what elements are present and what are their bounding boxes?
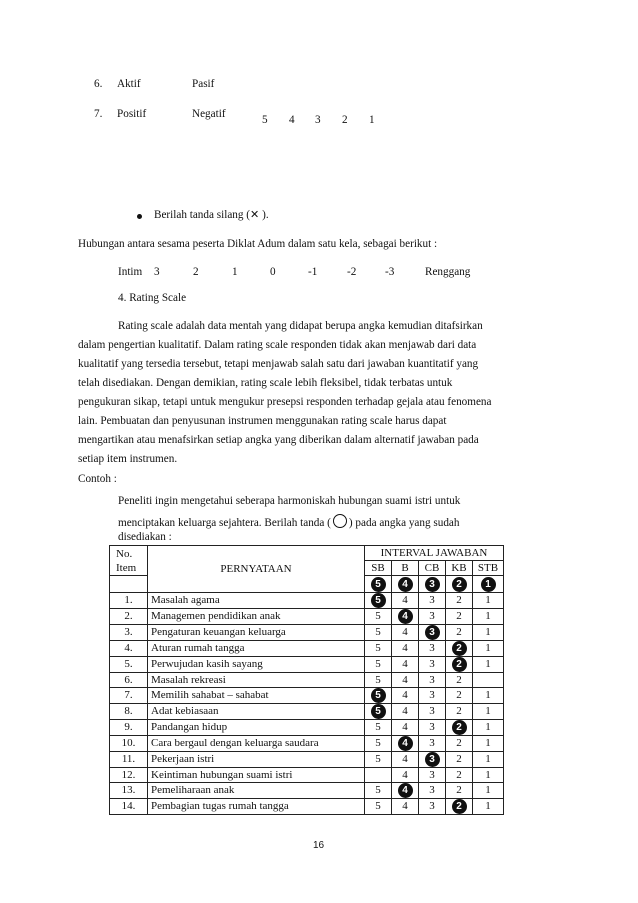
intim-value: -2	[347, 266, 357, 278]
rating-cell: 5	[365, 609, 392, 625]
statement-header: PERNYATAAN	[148, 546, 365, 593]
circled-number-icon: 3	[425, 577, 440, 592]
pair-7-right: Negatif	[192, 108, 226, 120]
col-label: KB	[446, 561, 473, 576]
row-number: 11.	[110, 752, 148, 768]
row-statement: Pengaturan keuangan keluarga	[148, 625, 365, 641]
circled-answer-icon: 5	[371, 688, 386, 703]
rating-cell: 3	[419, 736, 446, 752]
col-circle-cell	[473, 576, 504, 593]
row-statement: Pembagian tugas rumah tangga	[148, 799, 365, 815]
circle-mark-icon	[333, 514, 347, 528]
circled-answer-icon: 3	[425, 625, 440, 640]
rating-cell: 4	[392, 752, 419, 768]
rating-cell	[365, 593, 392, 609]
rating-cell: 1	[473, 609, 504, 625]
rating-cell	[473, 673, 504, 688]
row-number: 14.	[110, 799, 148, 815]
row-number: 3.	[110, 625, 148, 641]
scale-number: 5	[262, 114, 268, 126]
rating-cell	[365, 768, 392, 783]
rating-cell: 5	[365, 736, 392, 752]
table-row	[110, 799, 504, 815]
rating-cell: 2	[446, 783, 473, 799]
rating-cell: 3	[419, 641, 446, 657]
rating-cell: 3	[419, 593, 446, 609]
circled-number-icon: 2	[452, 577, 467, 592]
col-label: SB	[365, 561, 392, 576]
circled-answer-icon: 5	[371, 593, 386, 608]
pair-6-number: 6.	[94, 78, 103, 90]
rating-cell: 5	[365, 657, 392, 673]
rating-cell: 2	[446, 609, 473, 625]
row-statement: Pandangan hidup	[148, 720, 365, 736]
table-row	[110, 688, 504, 704]
rating-cell: 4	[392, 799, 419, 815]
col-circle-cell	[365, 576, 392, 593]
pair-6-right: Pasif	[192, 78, 215, 90]
rating-cell: 2	[446, 688, 473, 704]
row-number: 7.	[110, 688, 148, 704]
circled-number-icon: 1	[481, 577, 496, 592]
row-number: 1.	[110, 593, 148, 609]
circled-number-icon: 5	[371, 577, 386, 592]
rating-cell: 1	[473, 641, 504, 657]
paragraph-line: mengartikan atau menafsirkan setiap angka yang diberikan dalam alternatif jawaban pada	[78, 434, 479, 446]
interval-header: INTERVAL JAWABAN	[365, 546, 504, 561]
col-circle-cell	[392, 576, 419, 593]
row-statement: Adat kebiasaan	[148, 704, 365, 720]
intim-value: 2	[193, 266, 199, 278]
paragraph-line: Rating scale adalah data mentah yang didapat berupa angka kemudian ditafsirkan	[118, 320, 483, 332]
rating-cell: 4	[392, 657, 419, 673]
rating-cell: 1	[473, 799, 504, 815]
contoh-label: Contoh :	[78, 473, 117, 485]
rating-cell	[419, 625, 446, 641]
instruction-part: menciptakan keluarga sejahtera. Berilah tanda (	[118, 517, 331, 529]
instruction-part: ) pada angka yang sudah	[348, 517, 460, 529]
rating-cell: 1	[473, 704, 504, 720]
col-circle-cell	[446, 576, 473, 593]
rating-cell: 4	[392, 720, 419, 736]
rating-cell: 2	[446, 752, 473, 768]
no-item-header	[110, 546, 148, 576]
rating-cell: 3	[419, 783, 446, 799]
rating-cell: 3	[419, 688, 446, 704]
paragraph-line: pengukuran sikap, tetapi untuk mengukur presepsi responden terhadap gejala atau fenomena	[78, 396, 492, 408]
rating-cell	[392, 783, 419, 799]
rating-cell: 1	[473, 768, 504, 783]
col-label: STB	[473, 561, 504, 576]
rating-cell: 5	[365, 752, 392, 768]
row-statement: Memilih sahabat – sahabat	[148, 688, 365, 704]
row-number: 13.	[110, 783, 148, 799]
row-number: 10.	[110, 736, 148, 752]
rating-cell: 4	[392, 688, 419, 704]
rating-cell: 5	[365, 783, 392, 799]
col-label: CB	[419, 561, 446, 576]
rating-cell: 5	[365, 625, 392, 641]
rating-cell: 2	[446, 593, 473, 609]
circled-answer-icon: 2	[452, 799, 467, 814]
rating-cell: 2	[446, 768, 473, 783]
row-statement: Aturan rumah tangga	[148, 641, 365, 657]
item-header: Item	[116, 561, 137, 574]
circled-answer-icon: 2	[452, 657, 467, 672]
pair-7-left: Positif	[117, 108, 147, 120]
row-number: 12.	[110, 768, 148, 783]
rating-cell: 1	[473, 720, 504, 736]
intim-value: -1	[308, 266, 318, 278]
rating-cell: 3	[419, 673, 446, 688]
paragraph-line: dalam pengertian kualitatif. Dalam rating scale responden tidak akan menjawab dari data	[78, 339, 477, 351]
rating-cell: 2	[446, 704, 473, 720]
paragraph-line: telah disediakan. Dengan demikian, rating scale lebih fleksibel, tidak terbatas untuk	[78, 377, 453, 389]
col-circle-cell	[419, 576, 446, 593]
rating-cell	[446, 720, 473, 736]
intim-value: -3	[385, 266, 395, 278]
table-row	[110, 752, 504, 768]
circled-answer-icon: 2	[452, 720, 467, 735]
blank-cell	[110, 576, 148, 593]
rating-cell: 1	[473, 783, 504, 799]
table-row	[110, 704, 504, 720]
instruction-line	[118, 514, 459, 529]
circled-answer-icon: 4	[398, 783, 413, 798]
table-row	[110, 641, 504, 657]
row-statement: Masalah agama	[148, 593, 365, 609]
intim-value: 0	[270, 266, 276, 278]
col-label: B	[392, 561, 419, 576]
rating-cell: 4	[392, 593, 419, 609]
rating-cell	[365, 704, 392, 720]
rating-cell: 1	[473, 688, 504, 704]
rating-cell: 4	[392, 625, 419, 641]
bullet-icon	[137, 212, 142, 224]
row-number: 4.	[110, 641, 148, 657]
rating-cell: 5	[365, 641, 392, 657]
table-row	[110, 657, 504, 673]
intim-value: 3	[154, 266, 160, 278]
rating-cell	[446, 657, 473, 673]
rating-cell	[446, 799, 473, 815]
row-statement: Perwujudan kasih sayang	[148, 657, 365, 673]
paragraph-line: setiap item instrumen.	[78, 453, 178, 465]
paragraph-line: lain. Pembuatan dan penyusunan instrumen menggunakan rating scale harus dapat	[78, 415, 447, 427]
rating-cell: 5	[365, 799, 392, 815]
page-number: 16	[313, 840, 325, 851]
rating-cell: 4	[392, 673, 419, 688]
rating-cell: 4	[392, 768, 419, 783]
rating-cell: 1	[473, 625, 504, 641]
row-statement: Managemen pendidikan anak	[148, 609, 365, 625]
rating-cell: 3	[419, 657, 446, 673]
table-row	[110, 593, 504, 609]
intim-value: 1	[232, 266, 238, 278]
circled-answer-icon: 4	[398, 609, 413, 624]
circled-answer-icon: 5	[371, 704, 386, 719]
instruction-line: disediakan :	[118, 531, 172, 543]
table-row	[110, 609, 504, 625]
section-heading: 4. Rating Scale	[118, 292, 187, 304]
scale-number: 1	[369, 114, 375, 126]
rating-cell: 3	[419, 799, 446, 815]
rating-cell: 1	[473, 752, 504, 768]
row-number: 8.	[110, 704, 148, 720]
rating-cell	[365, 688, 392, 704]
row-number: 6.	[110, 673, 148, 688]
paragraph-line: kualitatif yang tersedia tersebut, tetapi menjawab salah satu dari jawaban kuantitatif yang	[78, 358, 479, 370]
intim-label: Intim	[118, 266, 143, 278]
rating-cell: 2	[446, 736, 473, 752]
rating-cell: 1	[473, 657, 504, 673]
table-row	[110, 768, 504, 783]
rating-table	[109, 545, 504, 815]
bullet-instruction: Berilah tanda silang (✕ ).	[154, 209, 269, 221]
row-number: 2.	[110, 609, 148, 625]
renggang-label: Renggang	[425, 266, 471, 278]
rating-cell: 3	[419, 609, 446, 625]
rating-cell: 3	[419, 720, 446, 736]
rating-cell: 2	[446, 625, 473, 641]
scale-number: 3	[315, 114, 321, 126]
rating-cell	[446, 641, 473, 657]
rating-cell: 5	[365, 720, 392, 736]
rating-cell: 4	[392, 641, 419, 657]
row-number: 9.	[110, 720, 148, 736]
table-row	[110, 720, 504, 736]
hubungan-line: Hubungan antara sesama peserta Diklat Adum dalam satu kela, sebagai berikut :	[78, 238, 438, 250]
table-row	[110, 673, 504, 688]
rating-cell	[392, 609, 419, 625]
row-statement: Pekerjaan istri	[148, 752, 365, 768]
rating-cell: 5	[365, 673, 392, 688]
circled-answer-icon: 2	[452, 641, 467, 656]
no-header: No.	[116, 547, 133, 560]
scale-number: 4	[289, 114, 295, 126]
row-statement: Cara bergaul dengan keluarga saudara	[148, 736, 365, 752]
row-statement: Pemeliharaan anak	[148, 783, 365, 799]
rating-cell: 3	[419, 768, 446, 783]
circled-number-icon: 4	[398, 577, 413, 592]
table-row	[110, 783, 504, 799]
table-row	[110, 736, 504, 752]
scale-number: 2	[342, 114, 348, 126]
rating-cell: 4	[392, 704, 419, 720]
rating-cell: 3	[419, 704, 446, 720]
rating-cell	[392, 736, 419, 752]
row-statement: Masalah rekreasi	[148, 673, 365, 688]
circled-answer-icon: 3	[425, 752, 440, 767]
rating-cell	[419, 752, 446, 768]
rating-cell: 2	[446, 673, 473, 688]
pair-7-number: 7.	[94, 108, 103, 120]
circled-answer-icon: 4	[398, 736, 413, 751]
instruction-line: Peneliti ingin mengetahui seberapa harmoniskah hubungan suami istri untuk	[118, 495, 461, 507]
table-row	[110, 625, 504, 641]
row-number: 5.	[110, 657, 148, 673]
row-statement: Keintiman hubungan suami istri	[148, 768, 365, 783]
rating-cell: 1	[473, 593, 504, 609]
pair-6-left: Aktif	[117, 78, 141, 90]
rating-cell: 1	[473, 736, 504, 752]
